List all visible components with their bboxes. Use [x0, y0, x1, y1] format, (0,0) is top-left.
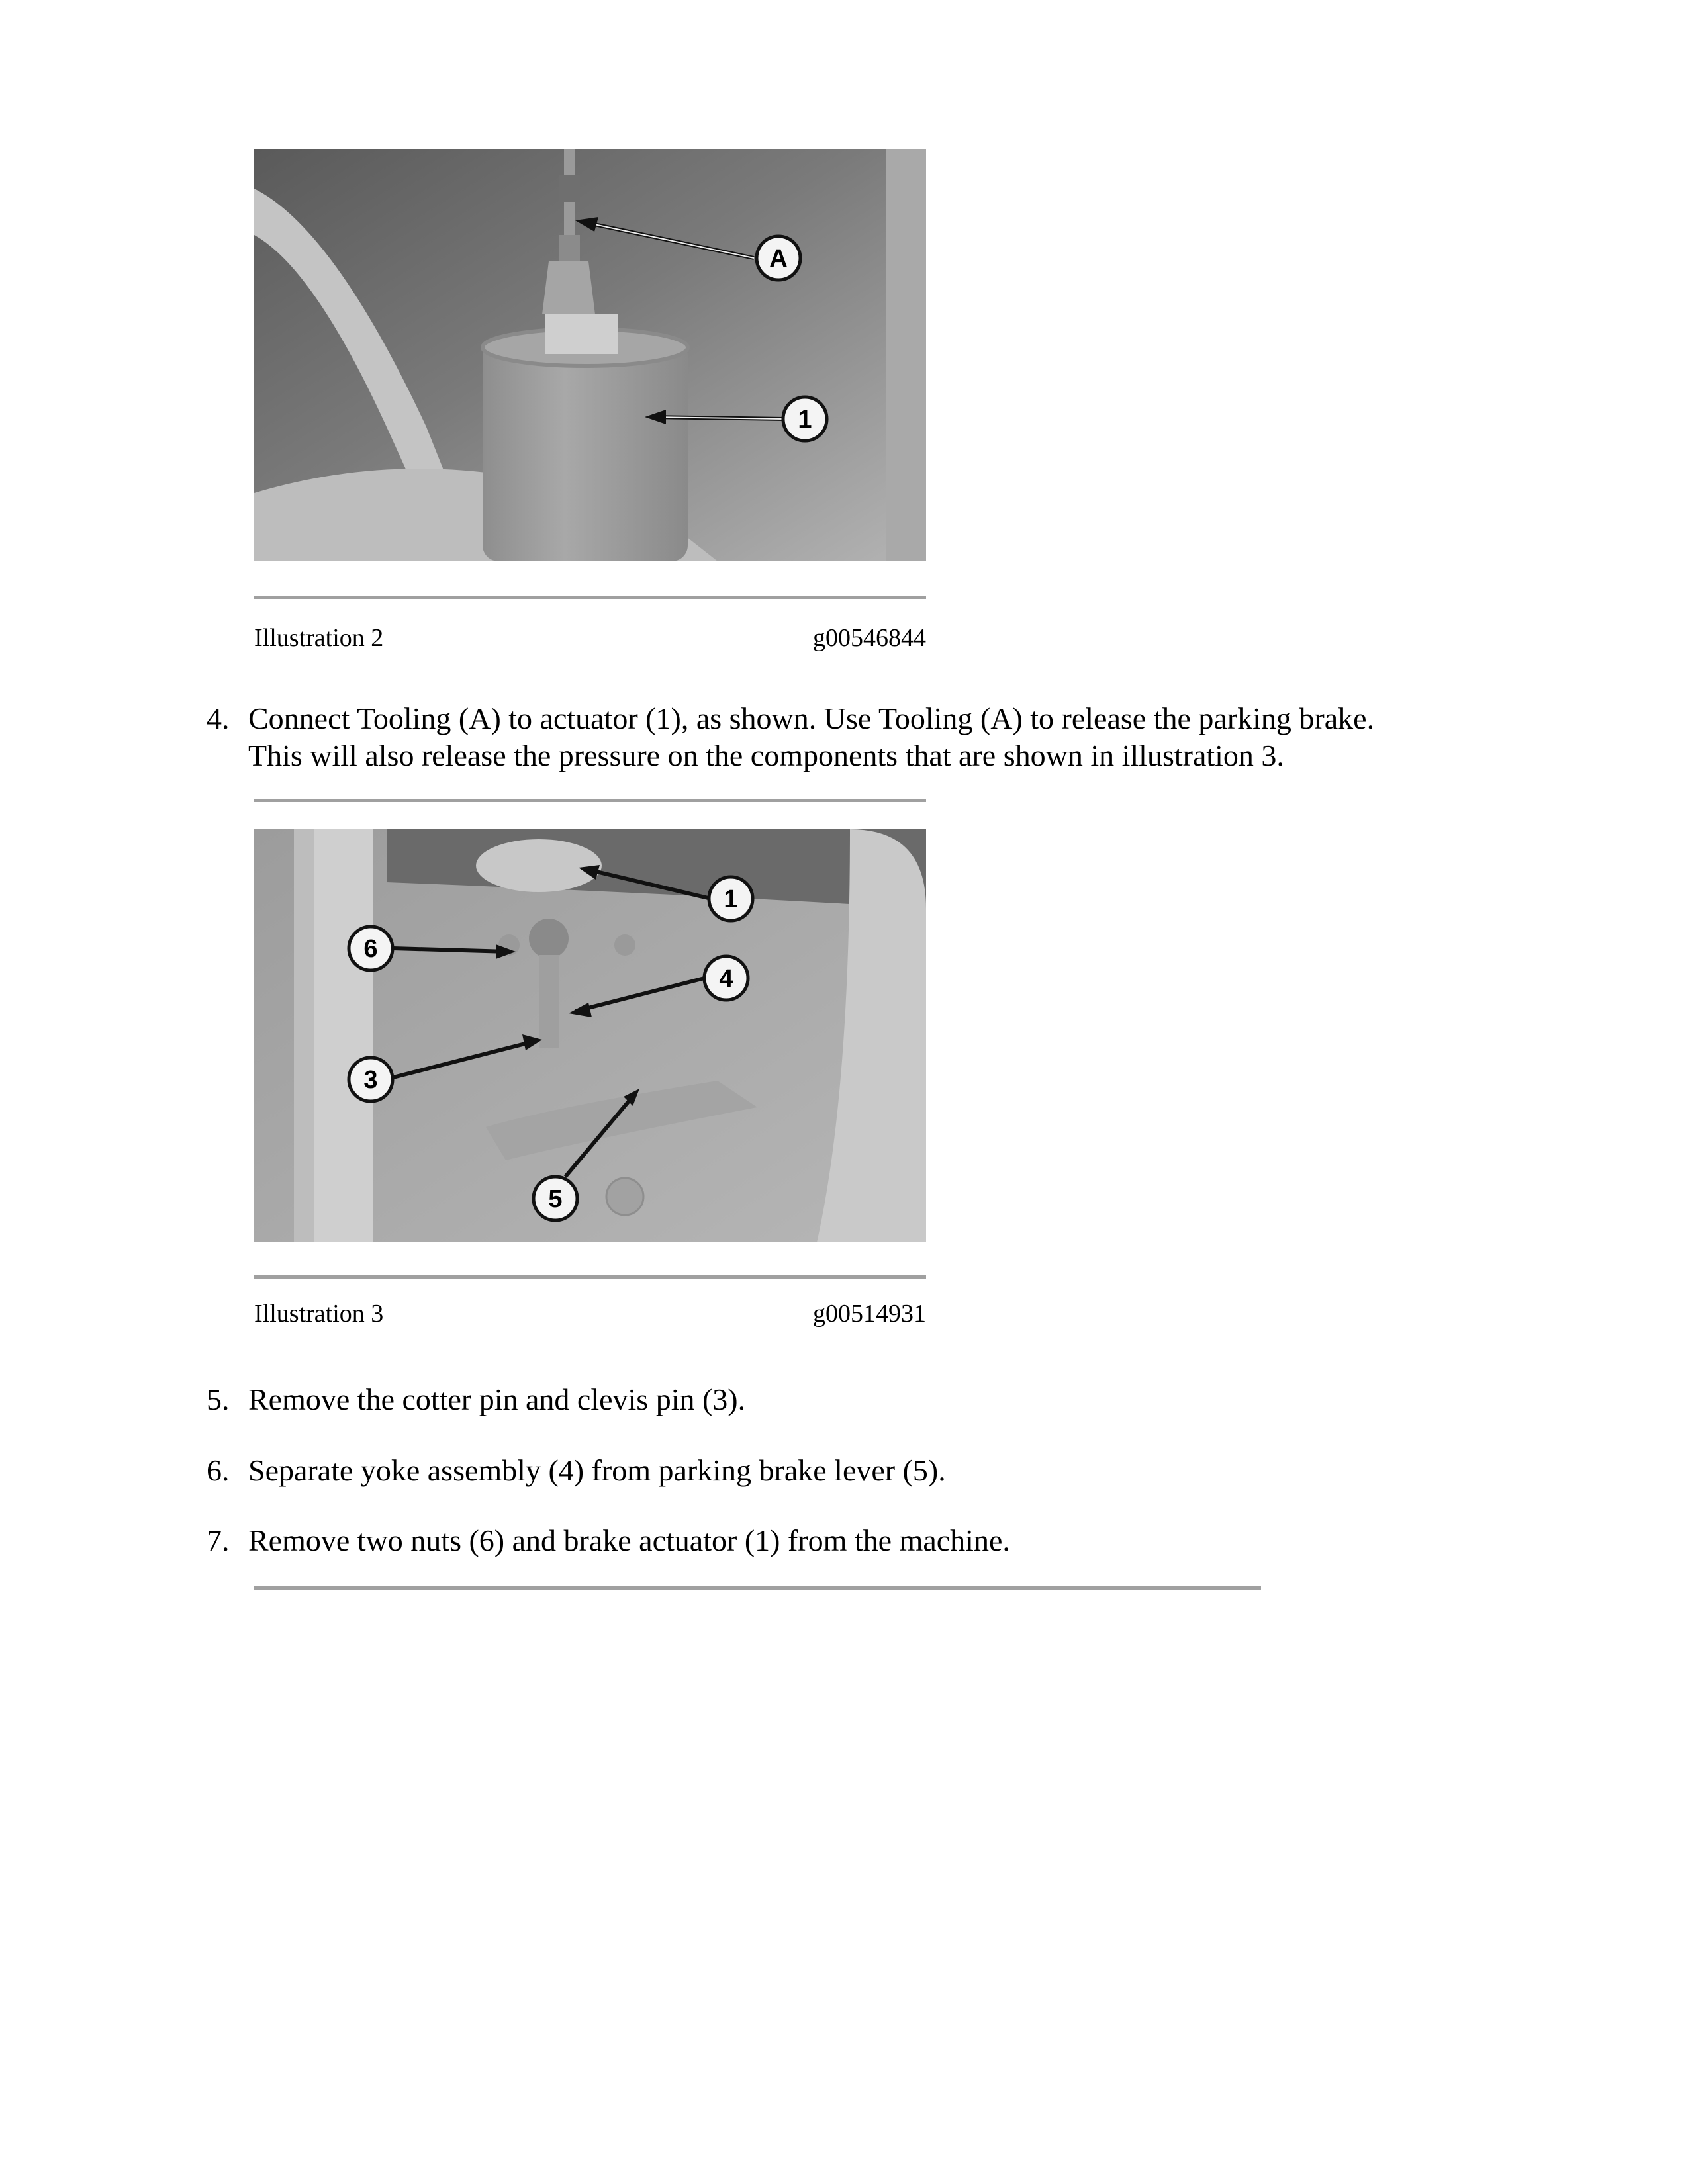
illustration-3-photo	[254, 829, 926, 1242]
illustration-3-figure-id: g00514931	[813, 1300, 926, 1328]
callout-1	[709, 877, 753, 921]
yoke-lever-photo	[254, 829, 926, 1242]
step-number: 7.	[207, 1524, 230, 1557]
svg-text:5: 5	[548, 1185, 563, 1213]
divider	[254, 1586, 1261, 1590]
svg-text:1: 1	[724, 886, 738, 913]
step-number: 5.	[207, 1383, 230, 1416]
illustration-2-figure-id: g00546844	[813, 624, 926, 652]
divider	[254, 1275, 926, 1279]
step-text: Separate yoke assembly (4) from parking brake lever (5).	[248, 1453, 946, 1487]
divider	[254, 596, 926, 599]
step-text: This will also release the pressure on the components that are shown in illustration 3.	[248, 739, 1284, 772]
step-text: Connect Tooling (A) to actuator (1), as shown. Use Tooling (A) to release the parking brake.	[248, 702, 1375, 735]
callout-5	[534, 1177, 577, 1220]
divider	[254, 799, 926, 802]
svg-text:4: 4	[719, 965, 733, 993]
svg-text:6: 6	[363, 935, 378, 963]
callout-1	[783, 397, 827, 441]
svg-text:1: 1	[798, 406, 812, 433]
callout-6	[349, 927, 393, 970]
step-text: Remove two nuts (6) and brake actuator (1) from the machine.	[248, 1524, 1010, 1557]
illustration-3-caption: Illustration 3	[254, 1300, 384, 1328]
step-text: Remove the cotter pin and clevis pin (3).	[248, 1383, 746, 1416]
callout-a	[757, 236, 800, 280]
step-number: 4.	[207, 702, 230, 735]
callout-3	[349, 1058, 393, 1101]
step-number: 6.	[207, 1453, 230, 1487]
svg-text:3: 3	[363, 1066, 378, 1094]
callout-4	[704, 956, 748, 1000]
actuator-tooling-photo	[254, 149, 926, 561]
illustration-2-caption: Illustration 2	[254, 624, 384, 652]
illustration-2-photo	[254, 149, 926, 561]
svg-text:A: A	[769, 245, 788, 273]
